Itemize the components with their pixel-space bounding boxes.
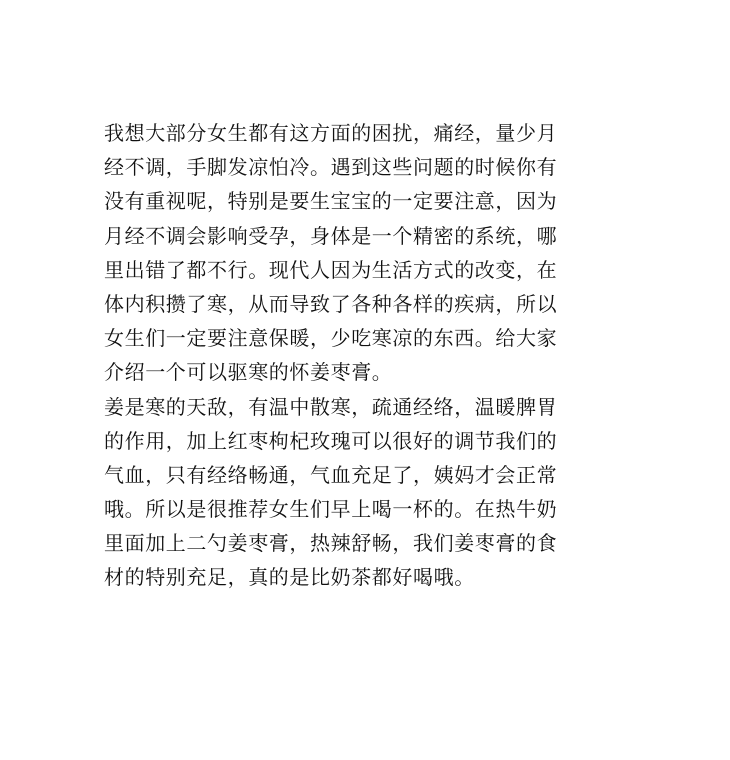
text-line: 女生们一定要注意保暖，少吃寒凉的东西。给大家 (104, 326, 558, 351)
text-line: 气血，只有经络畅通，气血充足了，姨妈才会正常 (104, 462, 558, 487)
text-line: 体内积攒了寒，从而导致了各种各样的疾病，所以 (104, 291, 558, 316)
text-line: 没有重视呢，特别是要生宝宝的一定要注意，因为 (104, 189, 558, 214)
text-line: 介绍一个可以驱寒的怀姜枣膏。 (104, 360, 393, 385)
text-line: 的作用，加上红枣枸杞玫瑰可以很好的调节我们的 (104, 428, 558, 453)
paragraph-1 (104, 116, 634, 390)
text-line: 月经不调会影响受孕，身体是一个精密的系统，哪 (104, 223, 558, 248)
paragraph-2 (104, 390, 634, 595)
text-line: 哦。所以是很推荐女生们早上喝一杯的。在热牛奶 (104, 497, 558, 522)
text-line: 里出错了都不行。现代人因为生活方式的改变，在 (104, 257, 558, 282)
text-line: 我想大部分女生都有这方面的困扰，痛经，量少月 (104, 121, 558, 145)
text-line: 姜是寒的天敌，有温中散寒，疏通经络，温暖脾胃 (104, 394, 558, 419)
text-line: 经不调，手脚发凉怕冷。遇到这些问题的时候你有 (104, 155, 558, 180)
text-line: 材的特别充足，真的是比奶茶都好喝哦。 (104, 565, 475, 590)
text-line: 里面加上二勺姜枣膏，热辣舒畅，我们姜枣膏的食 (104, 531, 558, 556)
article-body (104, 116, 634, 595)
